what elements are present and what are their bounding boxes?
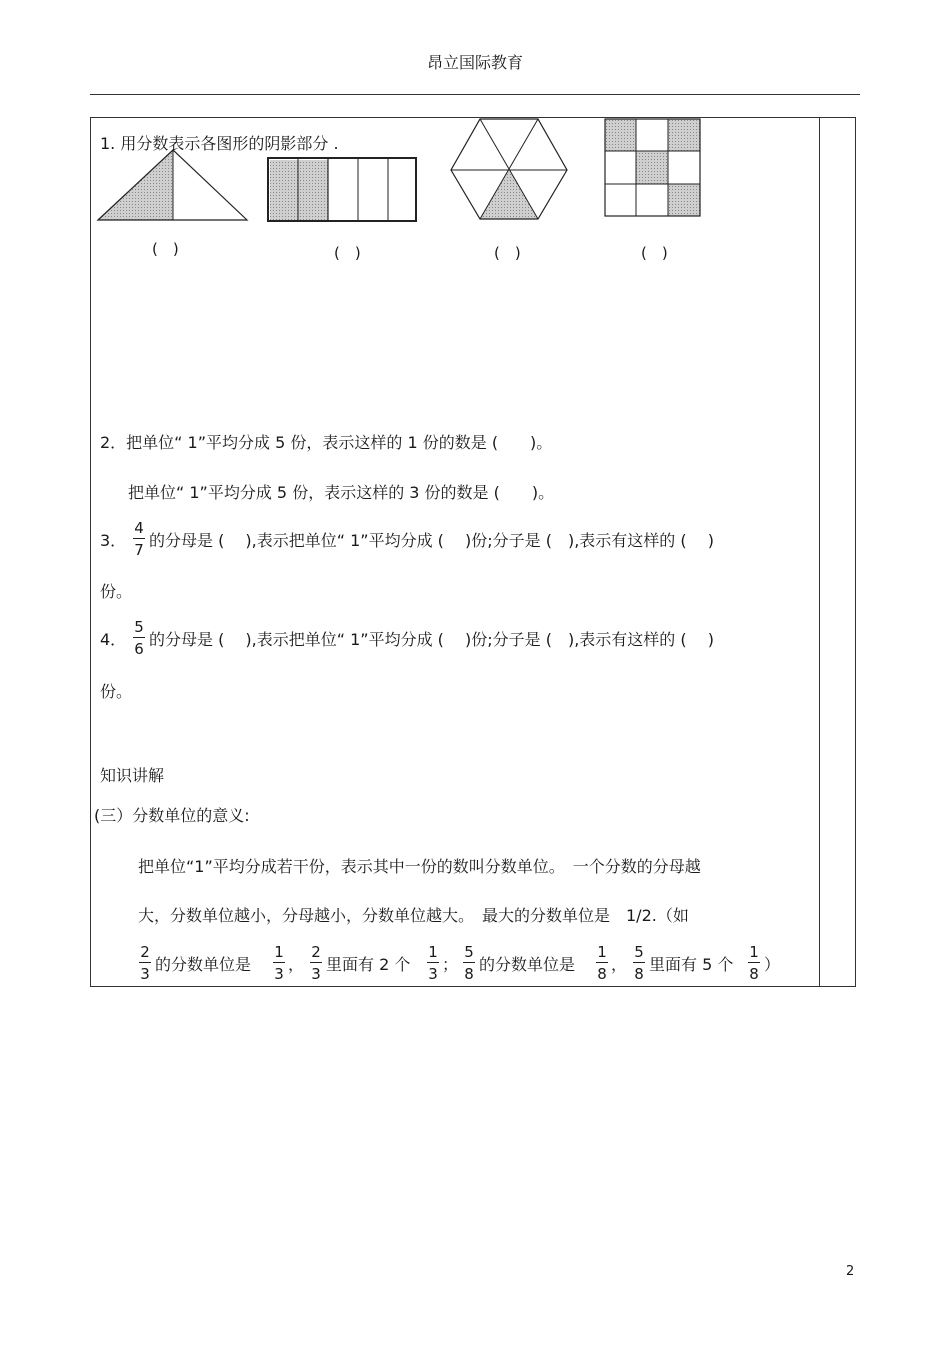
q4-fraction-numerator: 5 — [134, 618, 144, 636]
example-fraction-1-3-b: 1 3 — [428, 943, 438, 983]
q3-fraction-numerator: 4 — [134, 519, 144, 537]
q4-number: 4． — [100, 630, 127, 649]
example-fraction-2-3-b: 2 3 — [311, 943, 321, 983]
example-sep-2: ； — [442, 955, 459, 974]
q3-fraction — [132, 519, 146, 559]
grid-figure — [605, 119, 700, 216]
example-text-unit-of-2: 的分数单位是 — [479, 955, 576, 974]
triangle-figure — [98, 150, 247, 220]
q3-continuation: 份。 — [100, 582, 133, 601]
q3-text: 的分母是 ( ),表示把单位“ 1”平均分成 ( )份;分子是 ( ),表示有这样的 ( ) — [149, 531, 714, 550]
example-fraction-5-8-a: 5 8 — [464, 943, 474, 983]
example-sep-1: ， — [288, 955, 305, 974]
grid-shaded-cell-4 — [668, 184, 700, 216]
q1-answer-blank-3[interactable]: ( ) — [494, 244, 521, 262]
q4-fraction-denominator: 6 — [134, 640, 144, 658]
hexagon-shaded-triangle — [480, 170, 538, 219]
hexagon-figure — [451, 119, 567, 219]
rectangle-shaded-part-2 — [299, 160, 328, 220]
q4-fraction — [132, 618, 146, 658]
example-close-paren: ） — [764, 955, 781, 974]
knowledge-subheading: (三）分数单位的意义: — [94, 806, 250, 825]
grid-shaded-cell-3 — [636, 151, 668, 184]
q4-text: 的分母是 ( ),表示把单位“ 1”平均分成 ( )份;分子是 ( ),表示有这样的 ( ) — [149, 630, 714, 649]
rectangle-shaded-part-1 — [270, 160, 299, 220]
q2-line-1: 2．把单位“ 1”平均分成 5 份，表示这样的 1 份的数是 ( )。 — [100, 433, 553, 452]
example-sep-3: ， — [611, 955, 628, 974]
q1-answer-blank-4[interactable]: ( ) — [641, 244, 668, 262]
q1-figures — [0, 0, 950, 300]
page-number: 2 — [846, 1264, 855, 1279]
q2-line-2: 把单位“ 1”平均分成 5 份，表示这样的 3 份的数是 ( )。 — [128, 483, 555, 502]
example-fraction-1-8-a: 1 8 — [597, 943, 607, 983]
example-text-contains-2: 里面有 2 个 — [326, 955, 411, 974]
knowledge-heading: 知识讲解 — [100, 766, 165, 785]
grid-shaded-cell-2 — [668, 119, 700, 151]
grid-shaded-cell-1 — [605, 119, 636, 151]
knowledge-paragraph-2: 大，分数单位越小，分母越小，分数单位越大。 最大的分数单位是 1/2.（如 — [138, 906, 689, 925]
q1-prompt: 1. 用分数表示各图形的阴影部分 . — [100, 134, 339, 153]
q3-number: 3． — [100, 531, 127, 550]
knowledge-paragraph-1: 把单位“1”平均分成若干份，表示其中一份的数叫分数单位。 一个分数的分母越 — [138, 857, 701, 876]
example-fraction-5-8-b: 5 8 — [634, 943, 644, 983]
page-header-title: 昂立国际教育 — [426, 53, 523, 72]
example-fraction-2-3-a: 2 3 — [140, 943, 150, 983]
rectangle-figure — [268, 158, 416, 221]
q1-answer-blank-1[interactable]: ( ) — [152, 240, 179, 258]
q3-fraction-denominator: 7 — [134, 541, 144, 559]
q4-continuation: 份。 — [100, 682, 133, 701]
example-text-unit-of: 的分数单位是 — [155, 955, 252, 974]
example-fraction-1-8-b: 1 8 — [749, 943, 759, 983]
example-text-contains-5: 里面有 5 个 — [649, 955, 734, 974]
q1-answer-blank-2[interactable]: ( ) — [334, 244, 361, 262]
example-fraction-1-3-a: 1 3 — [274, 943, 284, 983]
